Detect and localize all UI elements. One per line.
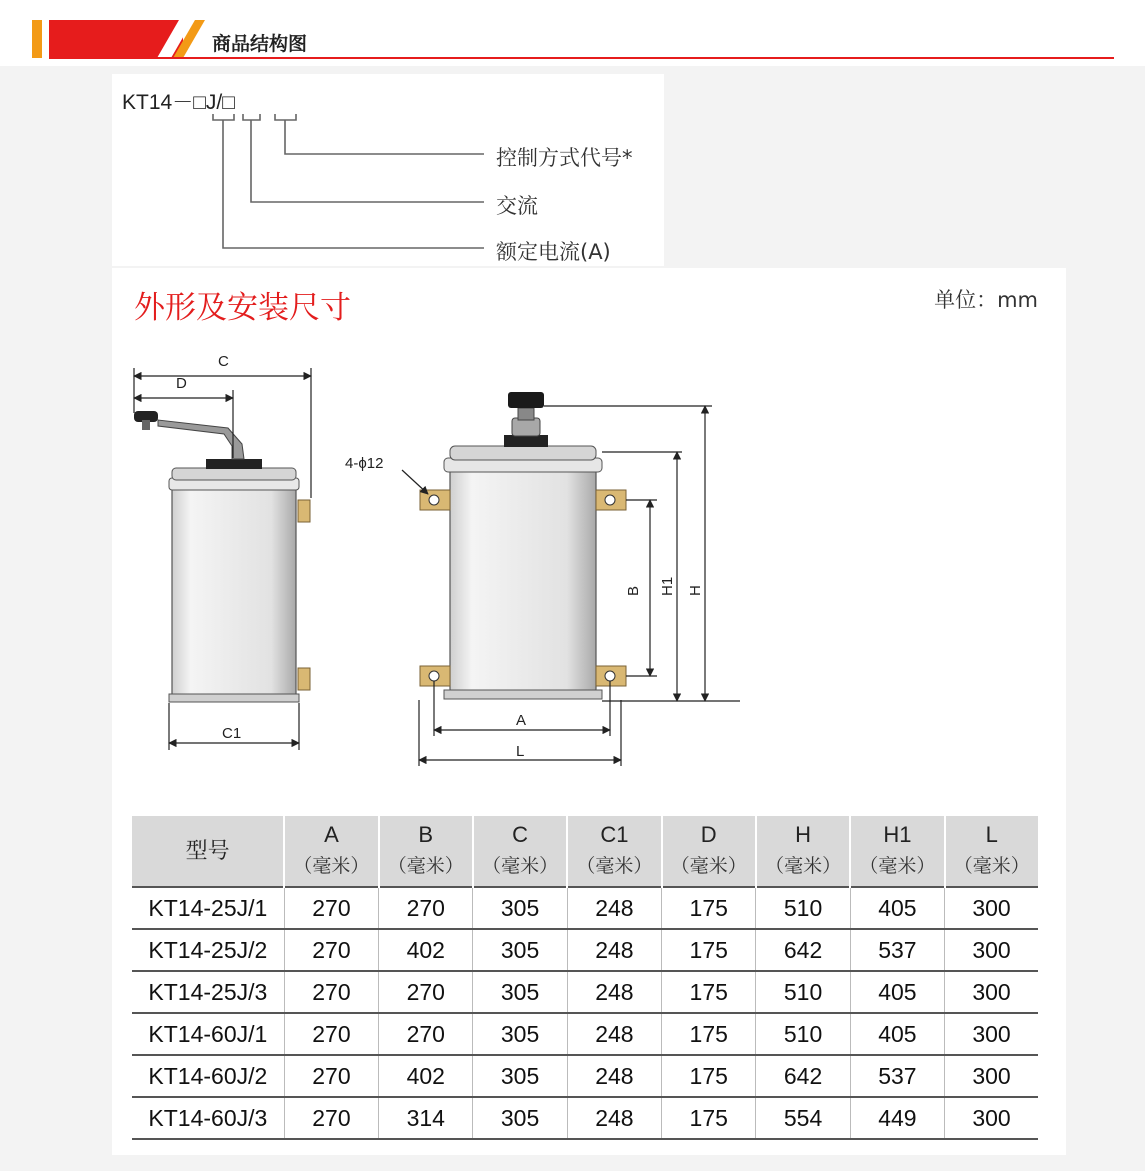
cell-b: 402: [379, 1055, 473, 1097]
cell-l: 300: [945, 929, 1038, 971]
cell-h1: 449: [850, 1097, 944, 1139]
cell-a: 270: [284, 1097, 378, 1139]
table-row: [132, 1097, 1038, 1139]
cell-b: 314: [379, 1097, 473, 1139]
model-naming-diagram: [112, 74, 664, 266]
header-col-a: A （毫米）: [284, 816, 378, 887]
cell-model: KT14-25J/3: [132, 971, 284, 1013]
cell-h1: 537: [850, 1055, 944, 1097]
cell-b: 270: [379, 887, 473, 929]
cell-c1: 248: [567, 971, 661, 1013]
cell-h1: 537: [850, 929, 944, 971]
dim-label-hole: 4-ϕ12: [345, 455, 384, 472]
cell-c: 305: [473, 971, 567, 1013]
header-underline: [49, 57, 1114, 59]
cell-c: 305: [473, 887, 567, 929]
header-col-h1: H1 （毫米）: [850, 816, 944, 887]
cell-c: 305: [473, 1013, 567, 1055]
header-col-b: B （毫米）: [379, 816, 473, 887]
spec-table: [132, 816, 1038, 1140]
cell-h: 510: [756, 1013, 850, 1055]
cell-a: 270: [284, 929, 378, 971]
cell-c1: 248: [567, 1097, 661, 1139]
section-header-title: 商品结构图: [212, 33, 308, 55]
dim-label-c: C: [218, 353, 229, 370]
spec-table-header-row: [132, 816, 1038, 887]
label-rated-current: 额定电流(A): [496, 240, 611, 264]
cell-c1: 248: [567, 1055, 661, 1097]
cell-h1: 405: [850, 887, 944, 929]
dimension-drawing: [112, 338, 1066, 788]
cell-h: 642: [756, 929, 850, 971]
dim-label-b: B: [625, 585, 642, 596]
table-row: [132, 971, 1038, 1013]
cell-b: 270: [379, 1013, 473, 1055]
model-code-pattern: KT14－□J/□: [122, 91, 235, 114]
section-header: [0, 0, 1145, 66]
cell-model: KT14-60J/3: [132, 1097, 284, 1139]
cell-h: 642: [756, 1055, 850, 1097]
table-row: [132, 887, 1038, 929]
label-ac: 交流: [496, 194, 538, 218]
header-model: 型号: [132, 816, 284, 887]
table-row: [132, 1055, 1038, 1097]
unit-label: 单位：mm: [934, 288, 1038, 312]
header-col-l: L （毫米）: [945, 816, 1038, 887]
label-control-method: 控制方式代号*: [496, 146, 633, 170]
cell-c: 305: [473, 1055, 567, 1097]
cell-c1: 248: [567, 887, 661, 929]
header-col-d: D （毫米）: [662, 816, 756, 887]
cell-model: KT14-60J/1: [132, 1013, 284, 1055]
header-col-c: C （毫米）: [473, 816, 567, 887]
cell-model: KT14-25J/2: [132, 929, 284, 971]
cell-c: 305: [473, 929, 567, 971]
dim-label-h: H: [687, 585, 704, 596]
dim-label-a: A: [516, 712, 527, 729]
header-col-h: H （毫米）: [756, 816, 850, 887]
cell-h1: 405: [850, 1013, 944, 1055]
cell-model: KT14-60J/2: [132, 1055, 284, 1097]
table-row: [132, 1013, 1038, 1055]
cell-l: 300: [945, 887, 1038, 929]
cell-l: 300: [945, 1055, 1038, 1097]
cell-d: 175: [662, 887, 756, 929]
cell-model: KT14-25J/1: [132, 887, 284, 929]
dim-label-h1: H1: [659, 576, 676, 596]
cell-c1: 248: [567, 1013, 661, 1055]
cell-h: 510: [756, 887, 850, 929]
dim-label-l: L: [516, 743, 525, 760]
cell-d: 175: [662, 1055, 756, 1097]
cell-a: 270: [284, 971, 378, 1013]
cell-c: 305: [473, 1097, 567, 1139]
cell-l: 300: [945, 1013, 1038, 1055]
front-view-controller: [420, 392, 626, 699]
header-col-c1: C1 （毫米）: [567, 816, 661, 887]
header-accent-bar: [32, 20, 42, 58]
cell-a: 270: [284, 887, 378, 929]
cell-h1: 405: [850, 971, 944, 1013]
cell-h: 554: [756, 1097, 850, 1139]
cell-h: 510: [756, 971, 850, 1013]
cell-a: 270: [284, 1013, 378, 1055]
cell-l: 300: [945, 971, 1038, 1013]
cell-b: 270: [379, 971, 473, 1013]
cell-l: 300: [945, 1097, 1038, 1139]
cell-d: 175: [662, 971, 756, 1013]
side-view-controller: [134, 411, 310, 702]
cell-d: 175: [662, 1013, 756, 1055]
dim-label-d: D: [176, 375, 187, 392]
cell-d: 175: [662, 1097, 756, 1139]
dim-label-c1: C1: [222, 725, 242, 742]
dimensions-panel: [112, 268, 1066, 1155]
cell-d: 175: [662, 929, 756, 971]
dimensions-title: 外形及安装尺寸: [134, 290, 351, 326]
cell-a: 270: [284, 1055, 378, 1097]
table-row: [132, 929, 1038, 971]
cell-b: 402: [379, 929, 473, 971]
cell-c1: 248: [567, 929, 661, 971]
